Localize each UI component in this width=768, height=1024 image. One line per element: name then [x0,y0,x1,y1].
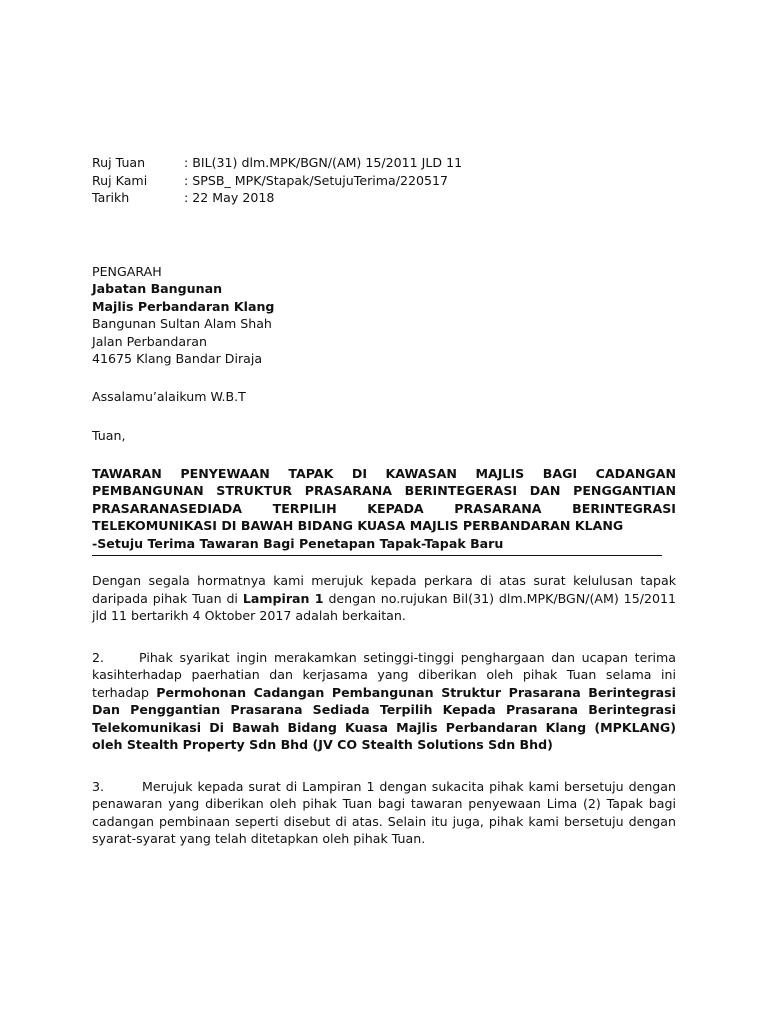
recipient-council: Majlis Perbandaran Klang [92,298,275,314]
recipient-building: Bangunan Sultan Alam Shah [92,316,272,331]
recipient-department: Jabatan Bangunan [92,281,223,296]
letter-body [92,154,676,848]
recipient-street: Jalan Perbandaran [92,333,207,349]
paragraph-1 [92,572,676,625]
recipient-address [92,263,676,368]
ruj-tuan-label: Ruj Tuan [92,155,146,170]
paragraph-2-text: Pihak syarikat ingin merakamkan setinggi-tinggi penghargaan dan ucapan terima kasihterhadap paerhatian dan kerjasama yang diberikan oleh pihak Tuan selama ini terhadap [92,649,676,700]
recipient-postcode-city: 41675 Klang Bandar Diraja [92,351,263,366]
paragraph-2-project-title: Permohonan Cadangan Pembangunan Struktur Prasarana Berintegrasi Dan Penggantian Prasarana Sediada Terpilih Kepada Prasarana Berintegrasi Telekomunikasi Di Bawah Bidang Kuasa Majlis Perbandaran Klang (MPKLANG) oleh Stealth Property Sdn Bhd (JV CO Stealth Solutions Sdn Bhd) [92,684,676,752]
subject-title: TAWARAN PENYEWAAN TAPAK DI KAWASAN MAJLIS BAGI CADANGAN PEMBANGUNAN STRUKTUR PRASARANA BERINTEGERASI DAN PENGGANTIAN PRASARANASEDIADA TERPILIH KEPADA PRASARANA BERINTEGRASI TELEKOMUNIKASI DI BAWAH BIDANG KUASA MAJLIS PERBANDARAN KLANG [92,465,676,533]
paragraph-2-number: 2. [92,649,105,665]
tarikh-value: : 22 May 2018 [184,190,275,205]
salutation: Tuan, [92,428,126,443]
subject-underline [92,555,662,556]
paragraph-3-number: 3. [92,778,105,794]
recipient-title: PENGARAH [92,263,162,279]
paragraph-2 [92,649,676,754]
paragraph-1-text-b: dengan no.rujukan Bil(31) dlm.MPK/BGN/(AM) 15/2011 jld 11 bertarikh 4 Oktober 2017 adalah berkaitan. [92,590,677,623]
tarikh-label: Tarikh [92,190,130,205]
reference-block [92,154,676,207]
greeting: Assalamu’alaikum W.B.T [92,388,246,404]
subject-subtitle: -Setuju Terima Tawaran Bagi Penetapan Tapak-Tapak Baru [92,535,504,551]
ruj-kami-label: Ruj Kami [92,172,148,188]
ruj-kami-value: : SPSB_ MPK/Stapak/SetujuTerima/220517 [184,172,449,188]
paragraph-1-text-a: Dengan segala hormatnya kami merujuk kepada perkara di atas surat kelulusan tapak daripada pihak Tuan di [92,573,676,606]
paragraph-3 [92,778,676,848]
paragraph-3-text: Merujuk kepada surat di Lampiran 1 dengan sukacita pihak kami bersetuju dengan penawaran yang diberikan oleh pihak Tuan bagi tawaran penyewaan Lima (2) Tapak bagi cadangan pembinaan seperti disebut di atas. Selain itu juga, pihak kami bersetuju dengan syarat-syarat yang telah ditetapkan oleh pihak Tuan. [92,778,676,846]
paragraph-1-attachment-ref: Lampiran 1 [242,590,324,606]
ruj-tuan-value: : BIL(31) dlm.MPK/BGN/(AM) 15/2011 JLD 11 [184,155,463,170]
